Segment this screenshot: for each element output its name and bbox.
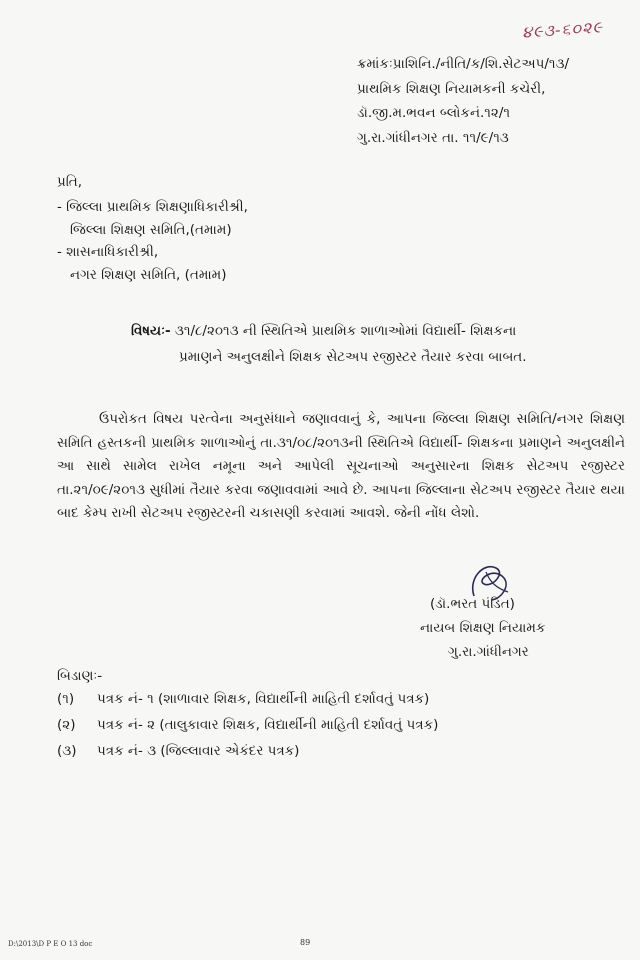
- office-name: પ્રાથમિક શિક્ષણ નિયામકની કચેરી,: [357, 80, 546, 97]
- enclosure-number: (૧): [57, 691, 75, 707]
- subject-label: વિષયઃ-: [131, 323, 171, 339]
- enclosures-title: બિડાણઃ-: [57, 668, 103, 684]
- enclosures-list: [57, 686, 438, 764]
- signatory-block: [420, 592, 545, 664]
- enclosure-number: (૩): [57, 743, 77, 759]
- enclosure-text: પત્રક નં- ૨ (તાલુકાવાર શિક્ષક, વિદ્યાર્થીની માહિતી દર્શાવતું પત્રક): [97, 717, 439, 733]
- enclosure-item: [57, 686, 438, 712]
- letter-header: [357, 52, 569, 150]
- signatory-name: (ડૉ.ભરત પંડિત): [430, 596, 515, 612]
- signatory-place: ગુ.રા.ગાંધીનગર: [448, 644, 529, 660]
- enclosure-item: [57, 738, 438, 764]
- enclosure-item: [57, 712, 438, 738]
- footer-page-number: 89: [300, 938, 311, 947]
- subject-block: [131, 318, 601, 370]
- letter-body: ઉપરોકત વિષય પરત્વેના અનુસંધાને જણાવવાનું કે, આપના જિલ્લા શિક્ષણ સમિતિ/નગર શિક્ષણ સમિતિ હસ્તકની પ્રાથમિક શાળાઓનું તા.૩૧/૦૮/૨૦૧૩ની સ્થિતિએ વિદ્યાર્થી- શિક્ષકના પ્રમાણને અનુલક્ષીને આ સાથે સામેલ રાખેલ નમૂના અને આપેલી સૂચનાઓ અનુસારના શિક્ષક સેટઅપ રજીસ્ટર તા.૨૧/૦૯/૨૦૧૩ સુધીમાં તૈયાર કરવા જણાવવામાં આવે છે. આપના જિલ્લાના સેટઅપ રજીસ્ટર તૈયાર થયા બાદ કેમ્પ રાખી સેટઅપ રજીસ્ટરની ચકાસણી કરવામાં આવશે. જેની નોંધ લેશો.: [57, 411, 625, 521]
- recipient-1-org: જિલ્લા શિક્ષણ સમિતિ,(તમામ): [70, 221, 232, 238]
- signatory-designation: નાયબ શિક્ષણ નિયામક: [420, 620, 546, 636]
- subject-line-2: પ્રમાણને અનુલક્ષીને શિક્ષક સેટઅપ રજીસ્ટર તૈયાર કરવા બાબત.: [179, 349, 527, 365]
- office-address: ડૉ.જી.મ.ભવન બ્લોકનં.૧૨/૧: [357, 105, 510, 121]
- place-and-date: ગુ.રા.ગાંધીનગર તા. ૧૧/૯/૧૩: [357, 129, 509, 146]
- footer-file-path: D:\2013\D P E O 13 doc: [8, 940, 93, 948]
- recipient-2-title: - શાસનાધિકારીશ્રી,: [57, 244, 159, 260]
- salutation-to: પ્રતિ,: [57, 174, 83, 190]
- recipients-list: [57, 196, 248, 286]
- reference-number: ક્રમાંકઃપ્રાશિનિ./નીતિ/ક/શિ.સેટઅપ/૧૩/: [357, 56, 570, 72]
- enclosure-text: પત્રક નં- ૩ (જિલ્લાવાર એકંદર પત્રક): [97, 743, 300, 759]
- handwritten-reference-note: ૪૯૩-૬૦૨૯: [521, 17, 604, 42]
- enclosure-number: (૨): [57, 717, 76, 733]
- subject-line-1: ૩૧/૮/૨૦૧૩ ની સ્થિતિએ પ્રાથમિક શાળાઓમાં વિદ્યાર્થી- શિક્ષકના: [170, 323, 517, 339]
- enclosure-text: પત્રક નં- ૧ (શાળાવાર શિક્ષક, વિદ્યાર્થીની માહિતી દર્શાવતું પત્રક): [97, 691, 430, 707]
- recipient-1-title: - જિલ્લા પ્રાથમિક શિક્ષણાધિકારીશ્રી,: [57, 199, 248, 215]
- recipient-2-org: નગર શિક્ષણ સમિતિ, (તમામ): [70, 266, 227, 283]
